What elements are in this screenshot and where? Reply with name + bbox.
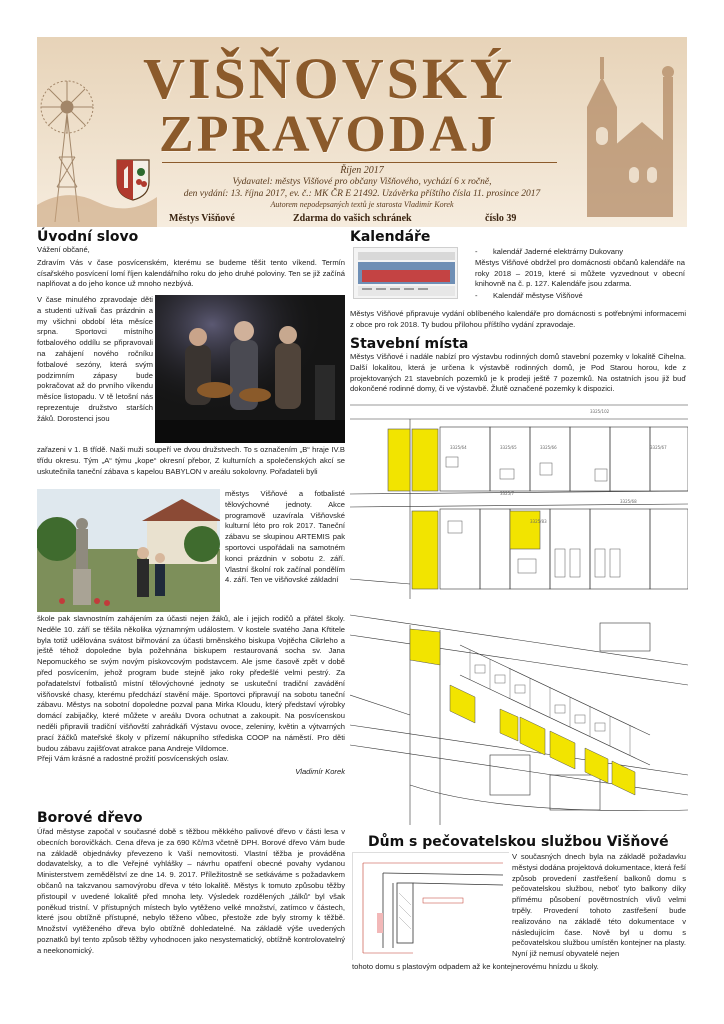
uvodni-paragraph-2a: V čase minulého zpravodaje děti a studenti užívali čas prázdnin a my všichni období léta měsíce srpna. Sportovci místního fotbalového oddílu se připravovali na zahájení nového ročníku fotbalové sezóny, která svým podzimním zápasy bude pokračovat až do prvního víkendu měsíce listopadu. V tě letošní nás reprezentuje družstvo starších žáků. Dorostenci jsou	[37, 295, 153, 423]
uvodni-paragraph-1: Zdravím Vás v čase posvícenském, kterému se budeme těšit tento víkend. Termín císařského posvícení lomí říjen kalendářního roku do jeho druhé poloviny. Ten se již začíná naplňovat a do jeho konce už mnoho nezbývá.	[37, 257, 345, 289]
statue-blessing-photo	[37, 489, 220, 612]
uvodni-intro	[37, 245, 345, 293]
kalendare-paragraph-2: Městys Višňové připravuje vydání oblíbeného kalendáře pro domácnosti s potřebnými informacemi z obce pro rok 2018. Ty budou přílohou příštího vydání zpravodaje.	[350, 309, 686, 329]
heading-uvodni-slovo: Úvodní slovo	[37, 229, 139, 245]
closing-line: Přeji Vám krásné a radostné prožití posvícenských oslav.	[37, 754, 229, 764]
publisher-line: Vydavatel: městys Višňové pro občany Višňového, vychází 6 x ročně,	[232, 177, 492, 187]
heading-kalendare: Kalendáře	[350, 229, 431, 245]
bar-right: číslo 39	[485, 213, 517, 224]
uvodni-paragraph-3b	[37, 614, 345, 796]
kalendare-item-2: - Kalendář městyse Višňové	[475, 291, 583, 301]
cadastral-map-pod-starou-horou	[350, 605, 688, 825]
heading-borove-drevo: Borové dřevo	[37, 810, 143, 826]
stavebni-paragraph-1: Městys Višňové i nadále nabízí pro výstavbu rodinných domů stavební pozemky v lokalitě Cihelna. Další lokalitou, která je určena k výstavbě rodinných domů, je Pod Starou horou, kde z projektovaných 21 stavebních pozemků je k prodeji ještě 7 pozemků. Na ostatních jsou již buď dokončené rodinné domy, či ve výstavbě. Žlutě označené pozemky k dispozici.	[350, 352, 686, 394]
kalendare-text-1	[475, 247, 685, 309]
greeting: Vážení občané,	[37, 245, 90, 254]
issue-date: Říjen 2017	[340, 165, 384, 176]
svg-text:3325/65: 3325/65	[500, 445, 517, 450]
svg-text:3325/68: 3325/68	[620, 499, 637, 504]
kalendare-item-1-label: kalendář Jaderné elektrárny Dukovany	[493, 247, 624, 256]
svg-text:3325/7: 3325/7	[500, 491, 515, 496]
uvodni-paragraph-2b: zařazeni v 1. B třídě. Naši muži soupeří ve dvou družstvech. To s označením „B“ hraje IV.B třídu okresu. Tým „A“ týmu „kope“ okresní přebor, Z kulturních a společenských akcí se uskutečnila taneční zábava s kapelou BABYLON v areálu sokolovny. Pořadateli byli	[37, 445, 345, 476]
kalendare-item-1: - kalendář Jaderné elektrárny Dukovany	[475, 247, 624, 256]
borove-paragraph-1: Úřad městyse započal v současné době s těžbou měkkého palivové dřevo v části lesa v obecních borovičkách. Cena dřeva je za 690 Kč/m3 včetně DPH. Borové dřevo Vám bude na základě objednávky převezeno k Vaší nemovitosti. Vlastní těžba je prováděna dodavatelsky, a to dle Veřejné vyhlášky – návrhu opatření obecné povahy vydanou Ministerstvem zemědělství ze dne 14. 9. 2017. Příležitostně se setkáváme s požadavkem občanů na takzvanou samovýrobu dřeva v této lokalitě. Městys k tomuto způsobu těžby přistoupil v uvedené lokalitě před mnoha lety. Výsledek rozdělených „tálků“ byl však poněkud tristní. V přístupných místech bylo vytěženo velké množství, zatímco v částech, které jsou obtížně přístupné, nebylo těženo vůbec, přestože zde byly stromy k těžbě. Množství vytěženého dřeva bylo obtížně dohledatelné. Na základě výše uvedených poznatků byl tento způsob těžby vyhodnocen jako nesystematický, obtížně kontrolovatelný a neekonomický.	[37, 827, 345, 955]
masthead-info	[167, 165, 557, 210]
dum-paragraph-2: tohoto domu s plastovým odpadem až ke kontejnerovému hnízdu u školy.	[352, 962, 599, 971]
church-illustration	[567, 37, 687, 227]
bar-middle: Zdarma do vašich schránek	[293, 213, 412, 224]
issue-line: den vydání: 13. října 2017, ev. č.: MK ČR E 21492. Uzávěrka příštího čísla 11. prosince 2017	[183, 188, 541, 199]
cadastral-map-cihelna	[350, 399, 688, 599]
dum-paragraph-1: V současných dnech byla na základě požadavku městysi dodána projektová dokumentace, která řeší způsob provedení zastřešení balkonů domu s pečovatelskou službou, neboť tyto balkony díky přímému působení povětrnostních vlivů velmi trpěly. Provedení tohoto zastřešení bude realizováno na základě této dokumentace v následujícím čase. Nově byl u domu s pečovatelskou službou umístěn kontejner na plasty. Nyní již nemusí obyvatelé nejen	[512, 852, 686, 959]
uvodni-paragraph-3b-text: škole pak slavnostním zahájením za účasti nejen žáků, ale i jejich rodičů a přátel školy. Neděle 10. září se těšila několika významným událostem. V kostele svatého Jana Křtitele byla totiž udělována svátost biřmování za účasti brněnského biskupa Vojtěcha Cikrleho a ještě téhož dopoledne byla požehnána biskupem restaurovaná socha sv. Jana Nepomuckého se svým novým pískovcovým podstavcem. Ale jsme časově zpět v době před posvícením, jehož program bude stejně jako roky předešlé velmi pestrý. Za pořadatelství fotbalistů místní tělovýchovné jednoty se uskuteční tradiční zavádění višňovské chasy, kterému předchází stavění máje. Sportovci připravují na sobotu taneční zábavu. Městys na sobotní dopoledne pozval pana Mirka Kloudu, který představí výrobky domácí zabijačky, které můžete v areálu Dvora ochutnat a zakoupit. Na posvícenskou neděli připravili tradiční višňovští zahrádkáři Výstavu ovoce, zeleniny, květin a výtvarných prací žáčků mateřské školy v přízemí nákupního střediska COOP na náměstí. Pro děti budou zábavu zajišťovat atrakce pana Andreje Vildomce.	[37, 614, 345, 753]
title-line-2: ZPRAVODAJ	[159, 106, 499, 163]
balcony-roof-drawing	[352, 852, 509, 960]
kalendare-item-2-label: Kalendář městyse Višňové	[493, 291, 583, 301]
svg-text:3325/83: 3325/83	[530, 519, 547, 524]
heading-stavebni-mista: Stavební místa	[350, 336, 469, 352]
svg-text:3325/102: 3325/102	[590, 409, 610, 414]
title-line-1: VIŠŇOVSKÝ	[143, 46, 515, 111]
svg-text:3325/66: 3325/66	[540, 445, 557, 450]
coat-of-arms-icon	[115, 158, 151, 202]
calendar-photo	[353, 247, 458, 299]
svg-text:3325/64: 3325/64	[450, 445, 467, 450]
bar-left: Městys Višňové	[169, 213, 235, 224]
signature: Vladimír Korek	[295, 767, 345, 777]
svg-text:3325/67: 3325/67	[650, 445, 667, 450]
concert-photo	[155, 295, 345, 443]
masthead	[37, 37, 687, 227]
uvodni-paragraph-3a: městys Višňové a fotbalisté tělovýchovné jednoty. Akce programově uzavírala Višňovské kulturní léto pro rok 2017. Taneční zábavu se skupinou ARTEMIS pak sportovci uspořádali na samotném konci prázdnin v sobotu 2. září. Vlastní školní rok začínal pondělím 4. září. Ten ve višňovské základní	[225, 489, 345, 585]
kalendare-paragraph-1: Městys Višňové obdržel pro domácnosti občanů kalendáře na roky 2018 – 2019, které si můžete vyzvednout v obecní knihovně na č. p. 127. Kalendáře jsou zdarma.	[475, 257, 685, 289]
authors-line: Autorem nepodepsaných textů je starosta Vladimír Korek	[270, 200, 454, 209]
heading-dum-s-pecovatelskou-sluzbou: Dům s pečovatelskou službou Višňové	[368, 834, 669, 850]
title-rule	[162, 162, 557, 163]
